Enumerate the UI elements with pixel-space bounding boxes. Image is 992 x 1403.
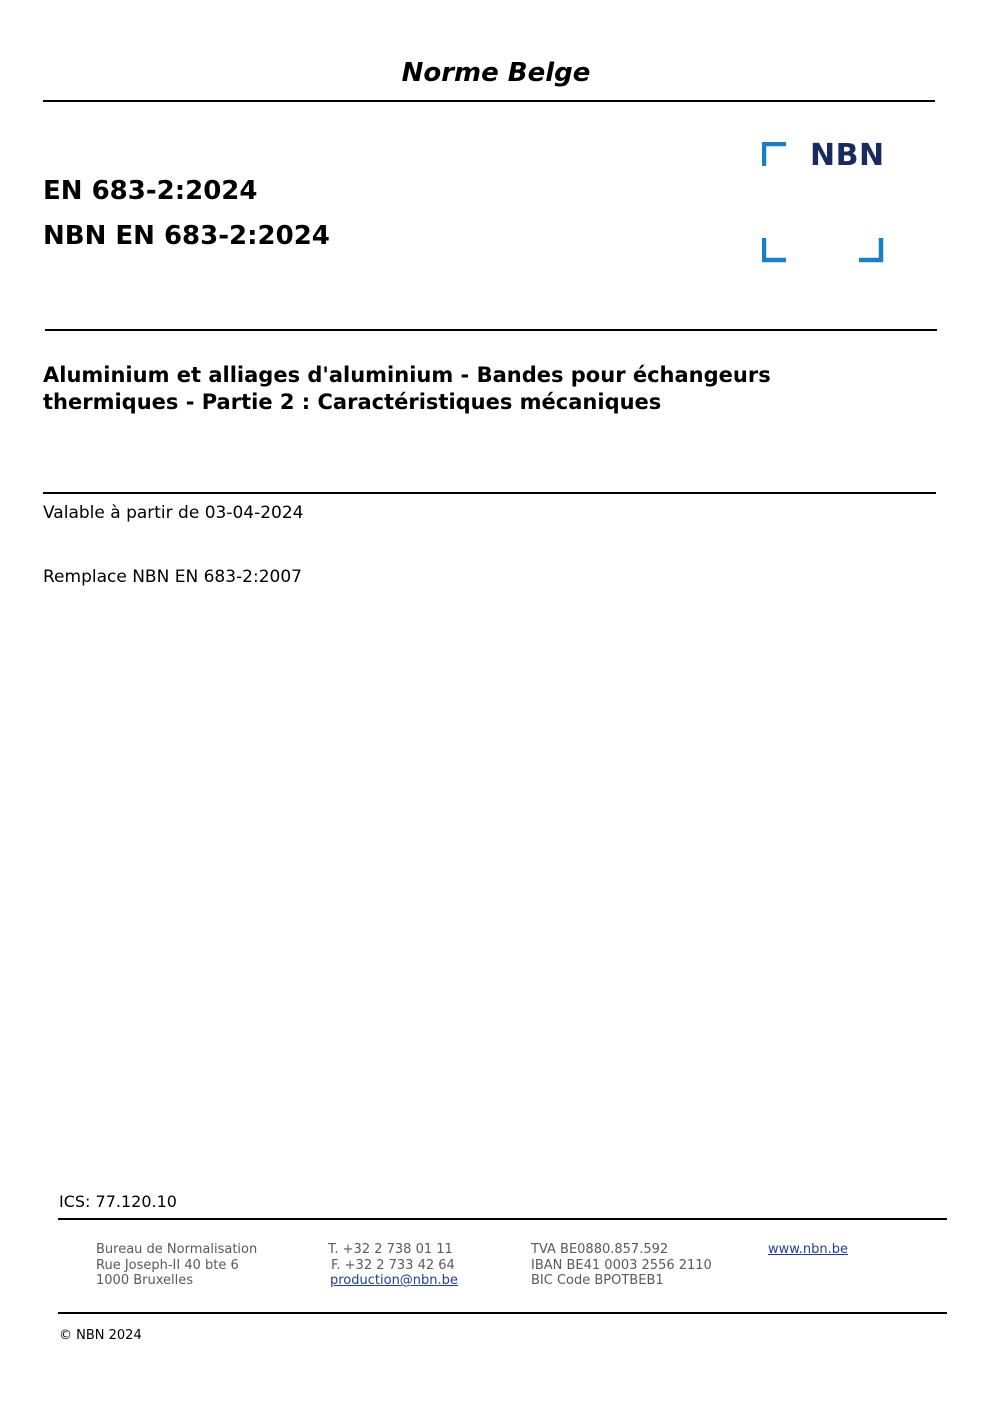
nbn-standard-code: NBN EN 683-2:2024 bbox=[43, 221, 330, 251]
footer-fax: F. +32 2 733 42 64 bbox=[331, 1257, 455, 1273]
address-line: Bureau de Normalisation bbox=[96, 1242, 258, 1257]
footer-iban: IBAN BE41 0003 2556 2110 bbox=[531, 1257, 712, 1273]
title-top-divider bbox=[45, 329, 937, 331]
address-line: Rue Joseph-II 40 bte 6 bbox=[96, 1257, 239, 1273]
footer-bank bbox=[531, 1242, 712, 1289]
footer-bic: BIC Code BPOTBEB1 bbox=[531, 1273, 664, 1288]
document-title bbox=[43, 362, 923, 416]
address-line: 1000 Bruxelles bbox=[96, 1273, 194, 1288]
en-standard-code: EN 683-2:2024 bbox=[43, 176, 258, 206]
footer-top-divider bbox=[58, 1218, 947, 1220]
header-divider bbox=[43, 100, 935, 102]
replaces: Remplace NBN EN 683-2:2007 bbox=[43, 567, 302, 587]
title-bottom-divider bbox=[43, 492, 936, 494]
ics-code: ICS: 77.120.10 bbox=[59, 1192, 177, 1211]
logo-text: NBN bbox=[810, 138, 885, 173]
nbn-logo bbox=[762, 138, 885, 264]
copyright: © NBN 2024 bbox=[59, 1328, 142, 1343]
footer-address bbox=[96, 1242, 257, 1289]
valid-from: Valable à partir de 03-04-2024 bbox=[43, 503, 304, 523]
document-title-line1: Aluminium et alliages d'aluminium - Bandes pour échangeurs bbox=[43, 363, 771, 387]
header-title: Norme Belge bbox=[401, 58, 591, 88]
footer-website-link[interactable]: www.nbn.be bbox=[768, 1242, 848, 1257]
footer-web bbox=[768, 1242, 848, 1258]
footer-contact bbox=[328, 1242, 458, 1289]
footer-phone: T. +32 2 738 01 11 bbox=[328, 1242, 453, 1257]
document-title-line2: thermiques - Partie 2 : Caractéristiques mécaniques bbox=[43, 390, 662, 414]
footer-bottom-divider bbox=[58, 1312, 947, 1314]
footer-vat: TVA BE0880.857.592 bbox=[531, 1242, 669, 1257]
footer-email-link[interactable]: production@nbn.be bbox=[330, 1273, 458, 1288]
